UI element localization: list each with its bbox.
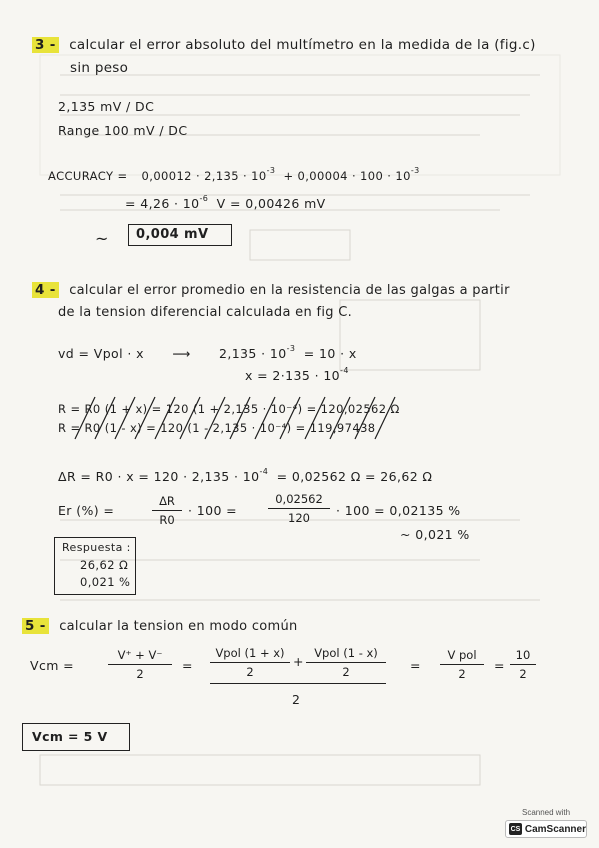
q3-range: Range 100 mV / DC <box>58 123 188 138</box>
vd-end: = 10 · x <box>303 346 357 361</box>
vcm-label: Vcm = <box>30 658 75 673</box>
q5-number: 5 - <box>22 618 49 634</box>
vcm-fraction-2a <box>210 646 290 679</box>
delta-r-exp: -4 <box>259 467 269 476</box>
badge-label: Scanned with <box>521 808 571 817</box>
result-rest: V = 0,00426 mV <box>216 196 326 211</box>
vcm-fraction-2a-num: Vpol (1 + x) <box>210 646 290 663</box>
camscanner-badge <box>505 808 587 842</box>
accuracy-exp-1: -3 <box>266 166 276 175</box>
strike-hatching <box>55 393 415 443</box>
vcm-main-denominator: 2 <box>292 692 301 707</box>
vcm-fraction-4-num: 10 <box>510 648 536 665</box>
vcm-fraction-4 <box>510 648 536 681</box>
q5-heading <box>22 618 298 634</box>
er-approx: ~ 0,021 % <box>400 527 470 542</box>
vcm-plus: + <box>293 654 304 669</box>
q3-heading <box>32 37 536 53</box>
camscanner-icon: CS <box>509 823 522 835</box>
vcm-fraction-3-den: 2 <box>458 667 466 681</box>
q4-struck-line-1: R = R0 (1 + x) = 120 (1 + 2,135 · 10⁻⁴) = 120,02562 Ω <box>58 402 400 416</box>
q3-approx-sign: ~ <box>95 229 109 248</box>
q3-accuracy-line <box>48 166 420 183</box>
q3-subtitle: sin peso <box>70 60 129 76</box>
vd-exp: -3 <box>286 344 296 353</box>
q4-x-line <box>245 366 349 383</box>
vcm-fraction-2b-den: 2 <box>342 665 350 679</box>
q4-delta-r-line <box>58 467 432 484</box>
er-fraction-1-num: ΔR <box>152 494 182 511</box>
vcm-main-fraction-bar <box>210 683 386 684</box>
answer-resistance: 26,62 Ω <box>80 558 129 572</box>
q3-number: 3 - <box>32 37 59 53</box>
vcm-fraction-3-num: V pol <box>440 648 484 665</box>
er-fraction-2-den: 120 <box>288 511 310 525</box>
badge-brand: CamScanner <box>524 823 586 835</box>
q3-title: calcular el error absoluto del multímetro en la medida de la (fig.c) <box>69 37 536 53</box>
q4-number: 4 - <box>32 282 59 298</box>
q5-answer: Vcm = 5 V <box>32 729 108 744</box>
result-value: = 4,26 · 10 <box>125 196 200 211</box>
vcm-eq-1: = <box>182 658 193 673</box>
q5-title: calcular la tension en modo común <box>59 619 298 634</box>
accuracy-label: ACCURACY = <box>48 169 128 183</box>
q4-title-2: de la tension diferencial calculada en fig C. <box>58 305 353 320</box>
er-fraction-1 <box>152 494 182 527</box>
q3-reading: 2,135 mV / DC <box>58 99 155 114</box>
answer-percent: 0,021 % <box>80 575 131 589</box>
delta-r-eq: ΔR = R0 · x = 120 · 2,135 · 10 <box>58 469 260 484</box>
accuracy-term-2: + 0,00004 · 100 · 10 <box>283 169 411 183</box>
er-label: Er (%) = <box>58 503 115 518</box>
q4-title: calcular el error promedio en la resistencia de las galgas a partir <box>69 283 510 298</box>
badge-logo <box>505 820 587 838</box>
vcm-fraction-1-num: V⁺ + V⁻ <box>108 648 172 665</box>
vcm-eq-3: = <box>494 658 505 673</box>
er-end: · 100 = 0,02135 % <box>336 503 461 518</box>
vd-arrow: ⟶ <box>172 346 191 361</box>
delta-r-end: = 0,02562 Ω = 26,62 Ω <box>276 469 433 484</box>
vcm-fraction-2b-num: Vpol (1 - x) <box>306 646 386 663</box>
er-fraction-1-den: R0 <box>159 513 175 527</box>
accuracy-exp-2: -3 <box>410 166 420 175</box>
result-exp: -6 <box>199 194 209 203</box>
accuracy-term-1: 0,00012 · 2,135 · 10 <box>141 169 267 183</box>
er-fraction-2 <box>268 492 330 525</box>
q4-heading <box>32 282 510 298</box>
x-exp: -4 <box>340 366 349 375</box>
vcm-eq-2: = <box>410 658 421 673</box>
vd-eq: vd = Vpol · x <box>58 346 144 361</box>
vd-rhs: 2,135 · 10 <box>218 346 287 361</box>
vcm-fraction-1-den: 2 <box>136 667 144 681</box>
er-fraction-2-num: 0,02562 <box>268 492 330 509</box>
vcm-fraction-2b <box>306 646 386 679</box>
vcm-fraction-2a-den: 2 <box>246 665 254 679</box>
vcm-fraction-3 <box>440 648 484 681</box>
q4-struck-line-2: R = R0 (1 - x) = 120 (1 - 2,135 · 10⁻⁴) = 119,97438 <box>58 421 376 435</box>
q4-vd-line <box>58 344 357 361</box>
vcm-fraction-1 <box>108 648 172 681</box>
q3-answer: 0,004 mV <box>136 227 209 242</box>
er-mid: · 100 = <box>188 503 238 518</box>
q3-result-line <box>125 194 326 211</box>
answer-title: Respuesta : <box>62 541 131 554</box>
x-value: x = 2·135 · 10 <box>245 368 341 383</box>
vcm-fraction-4-den: 2 <box>519 667 527 681</box>
